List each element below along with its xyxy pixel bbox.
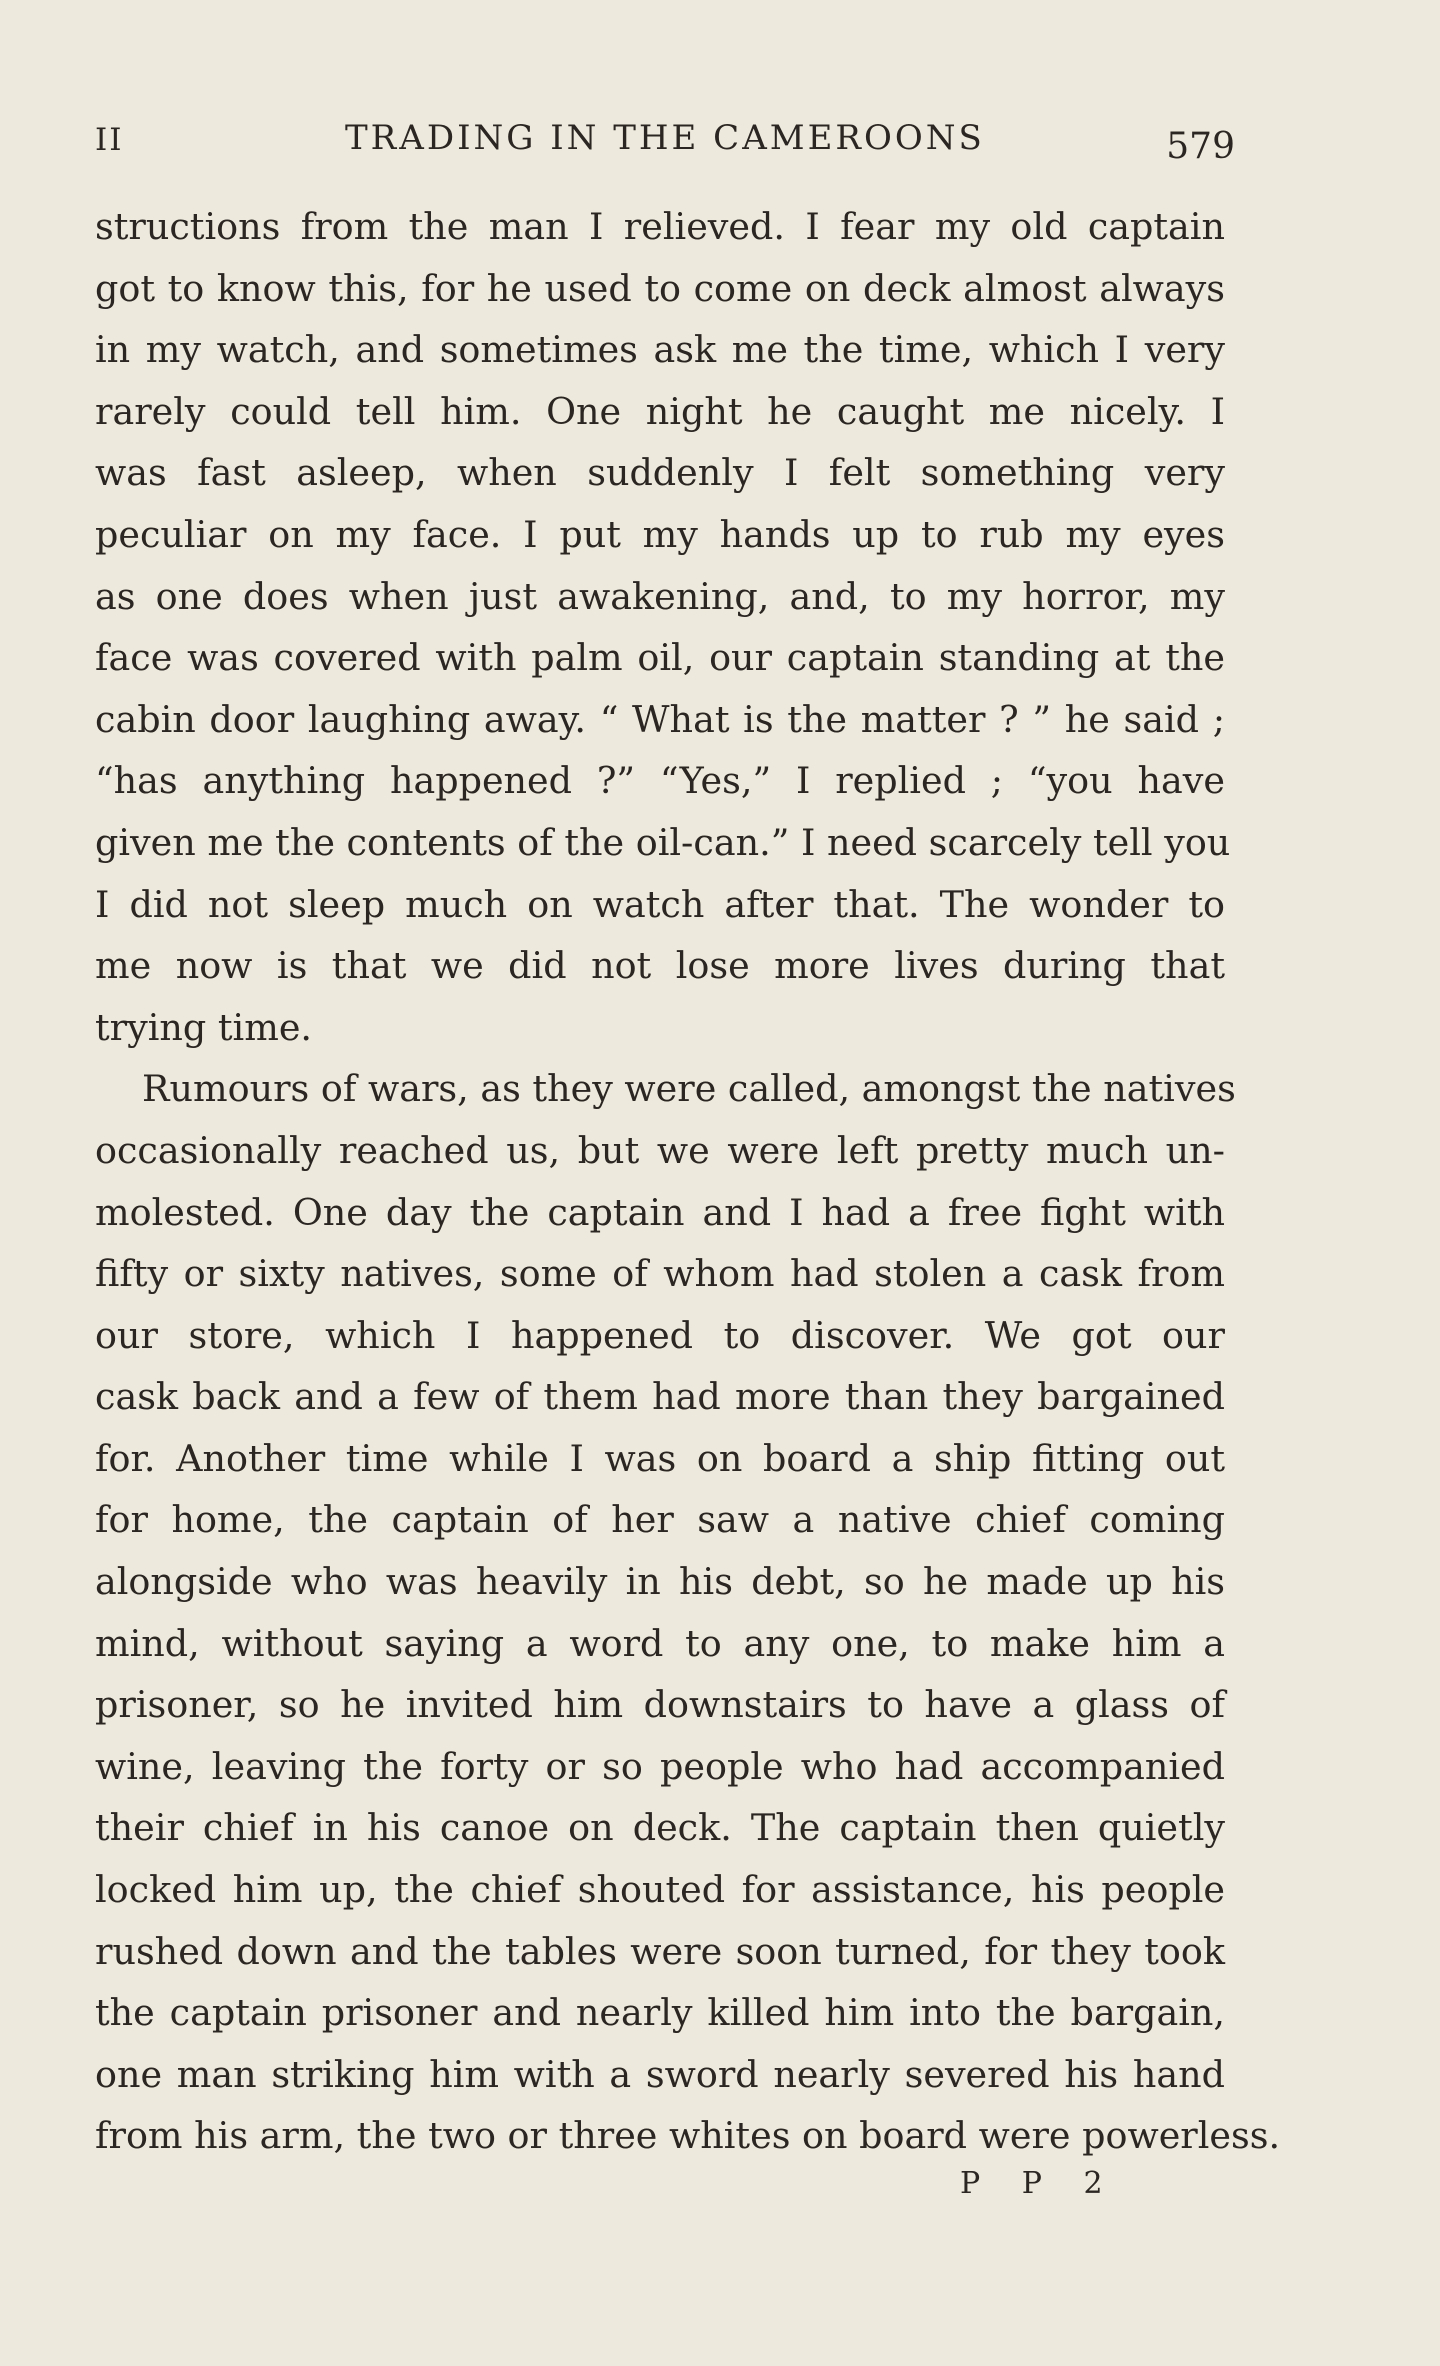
text-line: locked him up, the chief shouted for assistance, his people <box>95 1868 1225 1912</box>
text-line: rarely could tell him. One night he caught me nicely. I <box>95 389 1225 433</box>
paragraph <box>95 196 1231 1058</box>
text-line: alongside who was heavily in his debt, so he made up his <box>95 1560 1225 1604</box>
text-line: our store, which I happened to discover. We got our <box>95 1313 1225 1357</box>
text-line: trying time. <box>95 1005 313 1049</box>
text-line: for. Another time while I was on board a ship fitting out <box>95 1436 1225 1480</box>
text-line: the captain prisoner and nearly killed him into the bargain, <box>95 1991 1225 2035</box>
text-line: wine, leaving the forty or so people who had accompanied <box>95 1744 1225 1788</box>
text-line: one man striking him with a sword nearly severed his hand <box>95 2052 1225 2096</box>
text-line: was fast asleep, when suddenly I felt something very <box>95 451 1225 495</box>
body-text <box>95 196 1281 2167</box>
paragraph <box>95 1058 1281 2167</box>
text-line: rushed down and the tables were soon turned, for they took <box>95 1929 1225 1973</box>
text-line: fifty or sixty natives, some of whom had stolen a cask from <box>95 1252 1225 1296</box>
text-line: occasionally reached us, but we were left pretty much un- <box>95 1128 1225 1172</box>
text-line: prisoner, so he invited him downstairs to have a glass of <box>95 1683 1225 1727</box>
text-line: molested. One day the captain and I had a free fight with <box>95 1190 1225 1234</box>
signature-mark: P P 2 <box>960 2166 1119 2201</box>
text-line: got to know this, for he used to come on deck almost always <box>95 266 1225 310</box>
text-line: face was covered with palm oil, our captain standing at the <box>95 636 1225 680</box>
text-line: given me the contents of the oil-can.” I need scarcely tell you <box>95 820 1231 864</box>
text-line: cask back and a few of them had more than they bargained <box>95 1375 1225 1419</box>
text-line: Rumours of wars, as they were called, amongst the natives <box>142 1067 1236 1111</box>
text-line: their chief in his canoe on deck. The captain then quietly <box>95 1806 1225 1850</box>
text-line: me now is that we did not lose more lives during that <box>95 944 1225 988</box>
chapter-number: II <box>95 122 124 158</box>
running-header <box>95 112 1235 172</box>
text-line: peculiar on my face. I put my hands up to rub my eyes <box>95 512 1225 556</box>
text-line: mind, without saying a word to any one, to make him a <box>95 1621 1225 1665</box>
text-line: in my watch, and sometimes ask me the time, which I very <box>95 328 1225 372</box>
text-line: I did not sleep much on watch after that. The wonder to <box>95 882 1225 926</box>
text-line: as one does when just awakening, and, to my horror, my <box>95 574 1225 618</box>
page-number: 579 <box>1166 126 1235 167</box>
running-title: TRADING IN THE CAMEROONS <box>345 118 985 158</box>
text-line: “has anything happened ?” “Yes,” I replied ; “you have <box>95 759 1225 803</box>
text-line: for home, the captain of her saw a native chief coming <box>95 1498 1225 1542</box>
text-line: cabin door laughing away. “ What is the matter ? ” he said ; <box>95 697 1225 741</box>
text-line: structions from the man I relieved. I fear my old captain <box>95 205 1225 248</box>
text-line: from his arm, the two or three whites on board were powerless. <box>95 2114 1281 2158</box>
